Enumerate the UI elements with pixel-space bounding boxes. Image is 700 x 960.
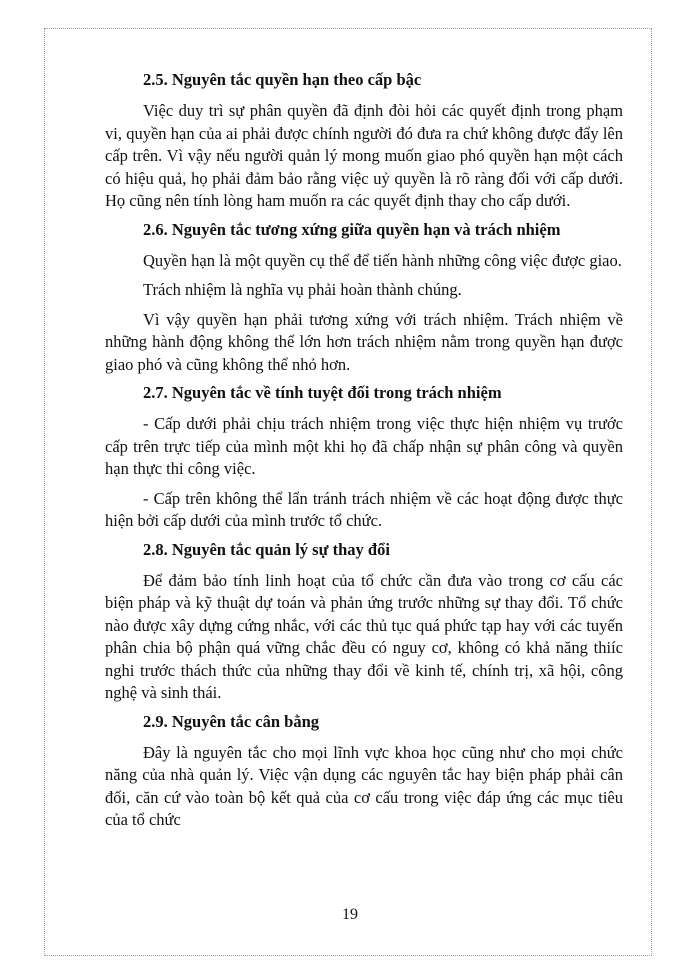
section-heading: 2.6. Nguyên tắc tương xứng giữa quyền hạn và trách nhiệm — [143, 219, 561, 239]
document-body — [105, 70, 623, 839]
paragraph: Vì vậy quyền hạn phải tương xứng với trách nhiệm. Trách nhiệm về những hành động không thể lớn hơn trách nhiệm nằm trong quyền hạn được giao phó và cũng không thể nhỏ hơn. — [105, 309, 623, 374]
section-2-6 — [105, 220, 623, 377]
section-heading: 2.9. Nguyên tắc cân bằng — [143, 711, 320, 731]
section-2-9 — [105, 712, 623, 832]
section-2-5 — [105, 70, 623, 213]
section-heading: 2.5. Nguyên tắc quyền hạn theo cấp bậc — [143, 70, 422, 89]
section-heading: 2.8. Nguyên tắc quản lý sự thay đổi — [143, 539, 390, 559]
paragraph: Đây là nguyên tắc cho mọi lĩnh vực khoa học cũng như cho mọi chức năng của nhà quản lý. Việc vận dụng các nguyên tắc hay biện pháp phải cân đối, căn cứ vào toàn bộ kết quả của cơ cấu trong việc đáp ứng các mục tiêu của tổ chức — [105, 742, 623, 829]
section-2-8 — [105, 540, 623, 705]
section-2-7 — [105, 383, 623, 533]
paragraph: - Cấp trên không thể lẩn tránh trách nhiệm về các hoạt động được thực hiện bởi cấp dưới của mình trước tổ chức. — [105, 488, 623, 530]
paragraph: Quyền hạn là một quyền cụ thể để tiến hành những công việc được giao. — [143, 250, 622, 270]
paragraph: Việc duy trì sự phân quyền đã định đòi hỏi các quyết định trong phạm vi, quyền hạn của ai phải được chính người đó đưa ra chứ không được đẩy lên cấp trên. Vì vậy nếu người quản lý mong muốn giao phó quyền hạn một cách có hiệu quả, họ phải đảm bảo rằng việc uỷ quyền là rõ ràng đối với cấp dưới. Họ cũng nên tính lòng ham muốn ra các quyết định thay cho cấp dưới. — [105, 101, 623, 210]
page-number: 19 — [342, 906, 358, 923]
paragraph: Trách nhiệm là nghĩa vụ phải hoàn thành chúng. — [143, 280, 462, 299]
section-heading: 2.7. Nguyên tắc về tính tuyệt đối trong trách nhiệm — [143, 383, 502, 402]
paragraph: - Cấp dưới phải chịu trách nhiệm trong việc thực hiện nhiệm vụ trước cấp trên trực tiếp của mình một khi họ đã chấp nhận sự phân công và quyền hạn thực thi công việc. — [105, 414, 623, 478]
paragraph: Để đảm bảo tính linh hoạt của tổ chức cần đưa vào trong cơ cấu các biện pháp và kỹ thuật dự toán và phản ứng trước những sự thay đổi. Tổ chức nào được xây dựng cứng nhắc, với các thủ tục quá phức tạp hay với các tuyến phân chia bộ phận quá vững chắc đều có nguy cơ, không có khả năng thiíc nghi trước thách thức của những thay đổi về kinh tế, chính trị, xã hội, công nghệ và sinh thái. — [105, 570, 623, 702]
